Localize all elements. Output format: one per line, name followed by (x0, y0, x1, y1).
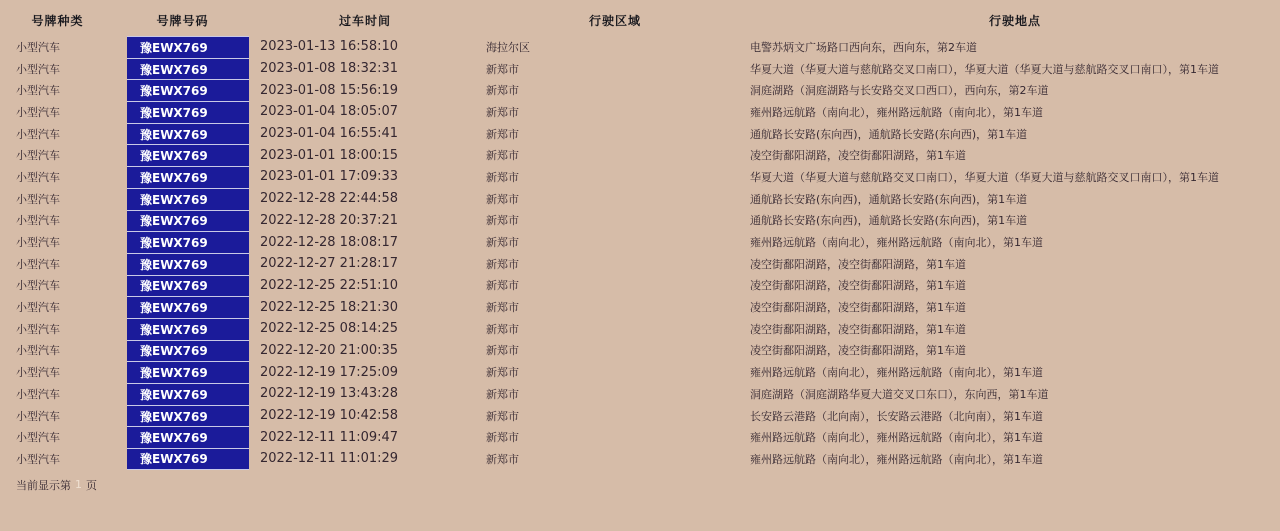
cell-plate-type: 小型汽车 (16, 214, 60, 228)
cell-plate-type: 小型汽车 (16, 409, 60, 423)
cell-pass-time: 2023-01-04 18:05:07 (260, 104, 399, 120)
cell-region: 新郑市 (486, 214, 519, 228)
table-row (0, 275, 1280, 297)
column-header-plate-number: 号牌号码 (156, 13, 209, 28)
cell-region: 新郑市 (486, 452, 519, 466)
cell-location: 凌空街鄱阳湖路，凌空街鄱阳湖路，第1车道 (750, 344, 966, 358)
cell-location: 凌空街鄱阳湖路，凌空街鄱阳湖路，第1车道 (750, 279, 966, 293)
table-row (0, 361, 1280, 383)
plate-number-badge[interactable]: 豫EWX769 (127, 101, 249, 123)
plate-number-badge[interactable]: 豫EWX769 (127, 79, 249, 101)
cell-region: 新郑市 (486, 127, 519, 141)
cell-region: 新郑市 (486, 170, 519, 184)
cell-pass-time: 2022-12-19 13:43:28 (260, 386, 399, 402)
cell-region: 新郑市 (486, 301, 519, 315)
plate-number-badge[interactable]: 豫EWX769 (127, 231, 249, 253)
table-row (0, 58, 1280, 80)
cell-plate-type: 小型汽车 (16, 105, 60, 119)
table-row (0, 318, 1280, 340)
cell-pass-time: 2023-01-08 15:56:19 (260, 82, 399, 98)
cell-plate-type: 小型汽车 (16, 62, 60, 76)
column-header-location: 行驶地点 (988, 13, 1041, 28)
page-indicator-suffix: 页 (86, 478, 97, 492)
cell-pass-time: 2022-12-27 21:28:17 (260, 256, 399, 272)
cell-region: 新郑市 (486, 105, 519, 119)
cell-pass-time: 2022-12-19 10:42:58 (260, 408, 399, 424)
cell-pass-time: 2022-12-11 11:01:29 (260, 451, 399, 467)
plate-number-badge[interactable]: 豫EWX769 (127, 123, 249, 145)
table-row (0, 340, 1280, 362)
cell-location: 雍州路远航路（南向北），雍州路远航路（南向北），第1车道 (750, 431, 1043, 445)
cell-pass-time: 2023-01-01 18:00:15 (260, 147, 399, 163)
plate-number-badge[interactable]: 豫EWX769 (127, 340, 249, 362)
plate-number-badge[interactable]: 豫EWX769 (127, 253, 249, 275)
table-row (0, 210, 1280, 232)
table-row (0, 426, 1280, 448)
cell-location: 雍州路远航路（南向北），雍州路远航路（南向北），第1车道 (750, 366, 1043, 380)
table-row (0, 405, 1280, 427)
cell-location: 凌空街鄱阳湖路，凌空街鄱阳湖路，第1车道 (750, 322, 966, 336)
cell-plate-number (115, 340, 250, 362)
cell-location: 华夏大道（华夏大道与慈航路交叉口南口），华夏大道（华夏大道与慈航路交叉口南口），第1车道 (750, 62, 1219, 76)
cell-location: 洞庭湖路（洞庭湖路与长安路交叉口西口），西向东，第2车道 (750, 84, 1049, 98)
cell-plate-type: 小型汽车 (16, 170, 60, 184)
cell-pass-time: 2023-01-08 18:32:31 (260, 61, 399, 77)
cell-region: 新郑市 (486, 431, 519, 445)
cell-region: 新郑市 (486, 344, 519, 358)
plate-number-badge[interactable]: 豫EWX769 (127, 383, 249, 405)
cell-plate-number (115, 383, 250, 405)
cell-pass-time: 2022-12-25 08:14:25 (260, 321, 399, 337)
column-header-pass-time: 过车时间 (338, 13, 391, 28)
table-row (0, 166, 1280, 188)
cell-region: 新郑市 (486, 322, 519, 336)
cell-plate-number (115, 448, 250, 470)
cell-plate-type: 小型汽车 (16, 192, 60, 206)
plate-number-badge[interactable]: 豫EWX769 (127, 361, 249, 383)
plate-number-badge[interactable]: 豫EWX769 (127, 210, 249, 232)
cell-plate-type: 小型汽车 (16, 344, 60, 358)
cell-plate-number (115, 166, 250, 188)
cell-pass-time: 2023-01-04 16:55:41 (260, 126, 399, 142)
cell-location: 凌空街鄱阳湖路，凌空街鄱阳湖路，第1车道 (750, 257, 966, 271)
plate-number-badge[interactable]: 豫EWX769 (127, 36, 249, 58)
cell-region: 新郑市 (486, 236, 519, 250)
cell-region: 新郑市 (486, 366, 519, 380)
cell-plate-number (115, 101, 250, 123)
plate-number-badge[interactable]: 豫EWX769 (127, 58, 249, 80)
plate-number-badge[interactable]: 豫EWX769 (127, 166, 249, 188)
column-header-plate-type: 号牌种类 (31, 13, 84, 28)
cell-region: 新郑市 (486, 84, 519, 98)
plate-number-badge[interactable]: 豫EWX769 (127, 405, 249, 427)
page-indicator (0, 477, 1280, 493)
cell-plate-number (115, 253, 250, 275)
cell-pass-time: 2022-12-19 17:25:09 (260, 364, 399, 380)
cell-region: 新郑市 (486, 192, 519, 206)
cell-plate-type: 小型汽车 (16, 236, 60, 250)
page-number: 1 (75, 478, 82, 492)
cell-plate-type: 小型汽车 (16, 84, 60, 98)
plate-number-badge[interactable]: 豫EWX769 (127, 144, 249, 166)
cell-plate-number (115, 36, 250, 58)
table-row (0, 188, 1280, 210)
cell-pass-time: 2022-12-28 20:37:21 (260, 212, 399, 228)
cell-plate-number (115, 275, 250, 297)
cell-location: 通航路长安路(东向西)，通航路长安路(东向西)，第1车道 (750, 214, 1028, 228)
table-row (0, 101, 1280, 123)
cell-pass-time: 2022-12-11 11:09:47 (260, 429, 399, 445)
column-header-region: 行驶区域 (588, 13, 641, 28)
cell-pass-time: 2022-12-20 21:00:35 (260, 342, 399, 358)
table-row (0, 296, 1280, 318)
table-row (0, 448, 1280, 470)
cell-plate-type: 小型汽车 (16, 322, 60, 336)
cell-plate-number (115, 210, 250, 232)
cell-region: 新郑市 (486, 387, 519, 401)
cell-region: 新郑市 (486, 149, 519, 163)
cell-plate-type: 小型汽车 (16, 127, 60, 141)
cell-plate-type: 小型汽车 (16, 40, 60, 54)
table-row (0, 123, 1280, 145)
table-header-row (0, 0, 1280, 36)
table-row (0, 253, 1280, 275)
table-row (0, 36, 1280, 58)
cell-plate-type: 小型汽车 (16, 431, 60, 445)
cell-plate-number (115, 318, 250, 340)
cell-plate-number (115, 79, 250, 101)
plate-number-badge[interactable]: 豫EWX769 (127, 188, 249, 210)
cell-pass-time: 2023-01-13 16:58:10 (260, 39, 399, 55)
plate-number-badge[interactable]: 豫EWX769 (127, 296, 249, 318)
plate-number-badge[interactable]: 豫EWX769 (127, 448, 249, 470)
cell-location: 长安路云港路（北向南），长安路云港路（北向南），第1车道 (750, 409, 1043, 423)
plate-number-badge[interactable]: 豫EWX769 (127, 275, 249, 297)
cell-region: 新郑市 (486, 257, 519, 271)
cell-pass-time: 2022-12-28 22:44:58 (260, 191, 399, 207)
cell-plate-number (115, 231, 250, 253)
cell-plate-number (115, 296, 250, 318)
cell-pass-time: 2022-12-28 18:08:17 (260, 234, 399, 250)
cell-plate-type: 小型汽车 (16, 257, 60, 271)
cell-plate-type: 小型汽车 (16, 301, 60, 315)
cell-location: 洞庭湖路（洞庭湖路华夏大道交叉口东口），东向西，第1车道 (750, 387, 1049, 401)
cell-plate-type: 小型汽车 (16, 279, 60, 293)
cell-location: 雍州路远航路（南向北），雍州路远航路（南向北），第1车道 (750, 452, 1043, 466)
table-row (0, 231, 1280, 253)
cell-location: 通航路长安路(东向西)，通航路长安路(东向西)，第1车道 (750, 127, 1028, 141)
cell-region: 新郑市 (486, 409, 519, 423)
cell-plate-number (115, 123, 250, 145)
table-row (0, 79, 1280, 101)
cell-region: 海拉尔区 (486, 40, 530, 54)
cell-plate-number (115, 426, 250, 448)
plate-number-badge[interactable]: 豫EWX769 (127, 318, 249, 340)
table-body (0, 36, 1280, 470)
cell-location: 通航路长安路(东向西)，通航路长安路(东向西)，第1车道 (750, 192, 1028, 206)
cell-plate-number (115, 188, 250, 210)
cell-location: 电警苏炳文广场路口西向东，西向东，第2车道 (750, 40, 977, 54)
page-indicator-prefix: 当前显示第 (16, 478, 71, 492)
cell-plate-number (115, 405, 250, 427)
cell-location: 雍州路远航路（南向北），雍州路远航路（南向北），第1车道 (750, 236, 1043, 250)
cell-region: 新郑市 (486, 62, 519, 76)
table-row (0, 383, 1280, 405)
cell-location: 华夏大道（华夏大道与慈航路交叉口南口），华夏大道（华夏大道与慈航路交叉口南口），第1车道 (750, 170, 1219, 184)
cell-location: 雍州路远航路（南向北），雍州路远航路（南向北），第1车道 (750, 105, 1043, 119)
cell-region: 新郑市 (486, 279, 519, 293)
cell-plate-number (115, 361, 250, 383)
cell-pass-time: 2022-12-25 22:51:10 (260, 277, 399, 293)
cell-plate-type: 小型汽车 (16, 149, 60, 163)
cell-plate-number (115, 144, 250, 166)
plate-number-badge[interactable]: 豫EWX769 (127, 426, 249, 448)
cell-pass-time: 2022-12-25 18:21:30 (260, 299, 399, 315)
table-row (0, 144, 1280, 166)
cell-plate-type: 小型汽车 (16, 387, 60, 401)
cell-location: 凌空街鄱阳湖路，凌空街鄱阳湖路，第1车道 (750, 149, 966, 163)
cell-pass-time: 2023-01-01 17:09:33 (260, 169, 399, 185)
cell-plate-type: 小型汽车 (16, 366, 60, 380)
cell-location: 凌空街鄱阳湖路，凌空街鄱阳湖路，第1车道 (750, 301, 966, 315)
cell-plate-number (115, 58, 250, 80)
cell-plate-type: 小型汽车 (16, 452, 60, 466)
